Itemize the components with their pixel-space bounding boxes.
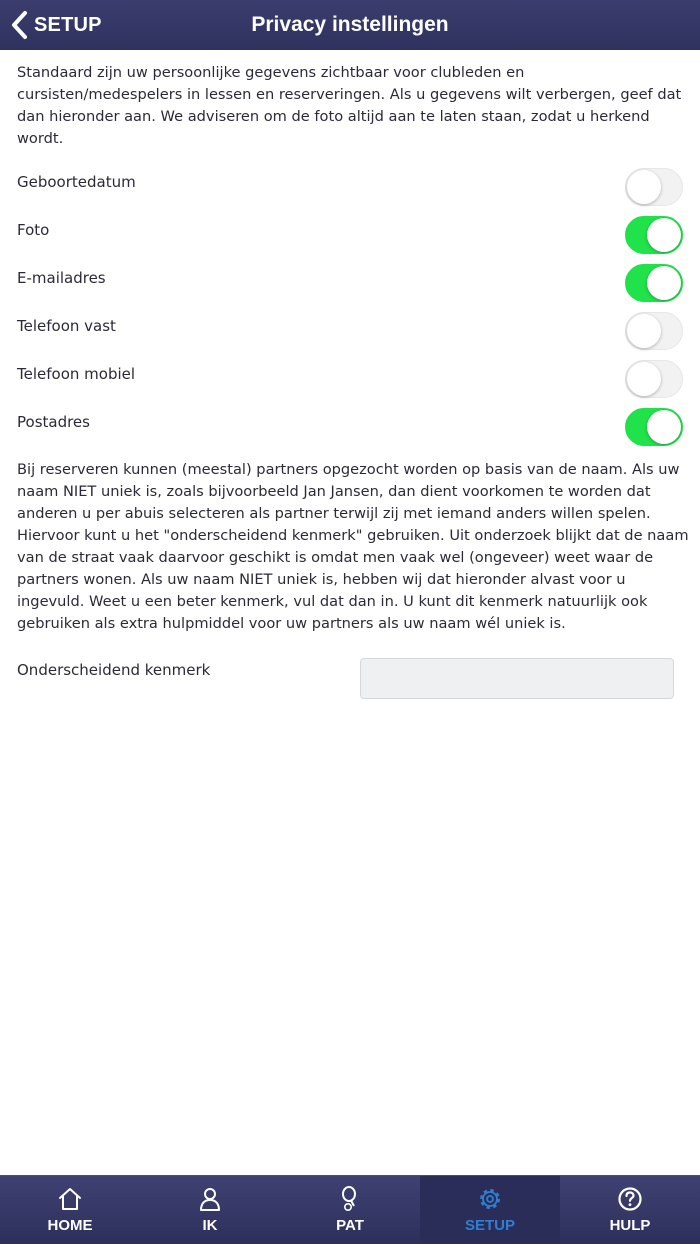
tab-ik[interactable] bbox=[140, 1176, 280, 1244]
back-button[interactable] bbox=[10, 0, 102, 50]
home-icon bbox=[57, 1186, 83, 1212]
setting-row-postadres bbox=[0, 400, 700, 448]
racket-icon bbox=[337, 1186, 363, 1212]
setting-row-telefoon-mobiel bbox=[0, 352, 700, 400]
tab-pat[interactable] bbox=[280, 1176, 420, 1244]
tab-label: PAT bbox=[336, 1217, 364, 1234]
bottom-tab-bar bbox=[0, 1175, 700, 1244]
distinguishing-feature-label: Onderscheidend kenmerk bbox=[17, 661, 211, 679]
setting-row-foto bbox=[0, 208, 700, 256]
toggle-knob bbox=[647, 218, 681, 252]
tab-home[interactable] bbox=[0, 1176, 140, 1244]
back-label: SETUP bbox=[34, 13, 102, 36]
help-icon bbox=[617, 1186, 643, 1212]
tab-label: SETUP bbox=[464, 1217, 515, 1234]
user-icon bbox=[197, 1186, 223, 1212]
toggle-knob bbox=[647, 410, 681, 444]
toggle-knob bbox=[627, 170, 661, 204]
setting-row-email bbox=[0, 256, 700, 304]
setting-row-telefoon-vast bbox=[0, 304, 700, 352]
toggle-knob bbox=[627, 362, 661, 396]
toggle-knob bbox=[627, 314, 661, 348]
tab-label: IK bbox=[202, 1217, 218, 1234]
toggle-telefoon-mobiel[interactable] bbox=[625, 360, 683, 398]
setting-label: Postadres bbox=[17, 413, 90, 431]
toggle-telefoon-vast[interactable] bbox=[625, 312, 683, 350]
chevron-left-icon bbox=[10, 10, 28, 40]
header-bar bbox=[0, 0, 700, 50]
toggle-knob bbox=[647, 266, 681, 300]
setting-label: E-mailadres bbox=[17, 269, 106, 287]
toggle-postadres[interactable] bbox=[625, 408, 683, 446]
setting-label: Geboortedatum bbox=[17, 173, 136, 191]
tab-label: HULP bbox=[609, 1217, 651, 1234]
setting-label: Telefoon mobiel bbox=[17, 365, 136, 383]
toggle-email[interactable] bbox=[625, 264, 683, 302]
distinguishing-feature-input[interactable] bbox=[360, 658, 674, 699]
privacy-settings-list bbox=[0, 160, 700, 448]
setting-label: Foto bbox=[17, 221, 50, 239]
toggle-geboortedatum[interactable] bbox=[625, 168, 683, 206]
page-title: Privacy instellingen bbox=[251, 13, 449, 36]
intro-text: Standaard zijn uw persoonlijke gegevens zichtbaar voor clubleden en cursisten/medespelers in lessen en reserveringen. Als u gegevens wilt verbergen, geef dat dan hieronder aan. We adviseren om de foto altijd aan te laten staan, zodat u herkend wordt. bbox=[17, 64, 682, 147]
setting-row-geboortedatum bbox=[0, 160, 700, 208]
tab-setup[interactable] bbox=[420, 1176, 560, 1244]
partner-info-text: Bij reserveren kunnen (meestal) partners opgezocht worden op basis van de naam. Als uw naam NIET uniek is, zoals bijvoorbeeld Jan Jansen, dan dient voorkomen te worden dat anderen u per abuis selecteren als partner terwijl zij met iemand anders willen spelen. Hiervoor kunt u het "onderscheidend kenmerk" gebruiken. Uit onderzoek blijkt dat de naam van de straat vaak daarvoor geschikt is omdat men vaak wel (ongeveer) weet waar de partners wonen. Als uw naam NIET uniek is, hebben wij dat hieronder alvast voor u ingevuld. Weet u een beter kenmerk, vul dat dan in. U kunt dit kenmerk natuurlijk ook gebruiken als extra hulpmiddel voor uw partners als uw naam wél uniek is. bbox=[17, 461, 689, 632]
gear-icon bbox=[477, 1186, 503, 1212]
toggle-foto[interactable] bbox=[625, 216, 683, 254]
tab-label: HOME bbox=[47, 1217, 93, 1234]
tab-hulp[interactable] bbox=[560, 1176, 700, 1244]
setting-label: Telefoon vast bbox=[17, 317, 116, 335]
